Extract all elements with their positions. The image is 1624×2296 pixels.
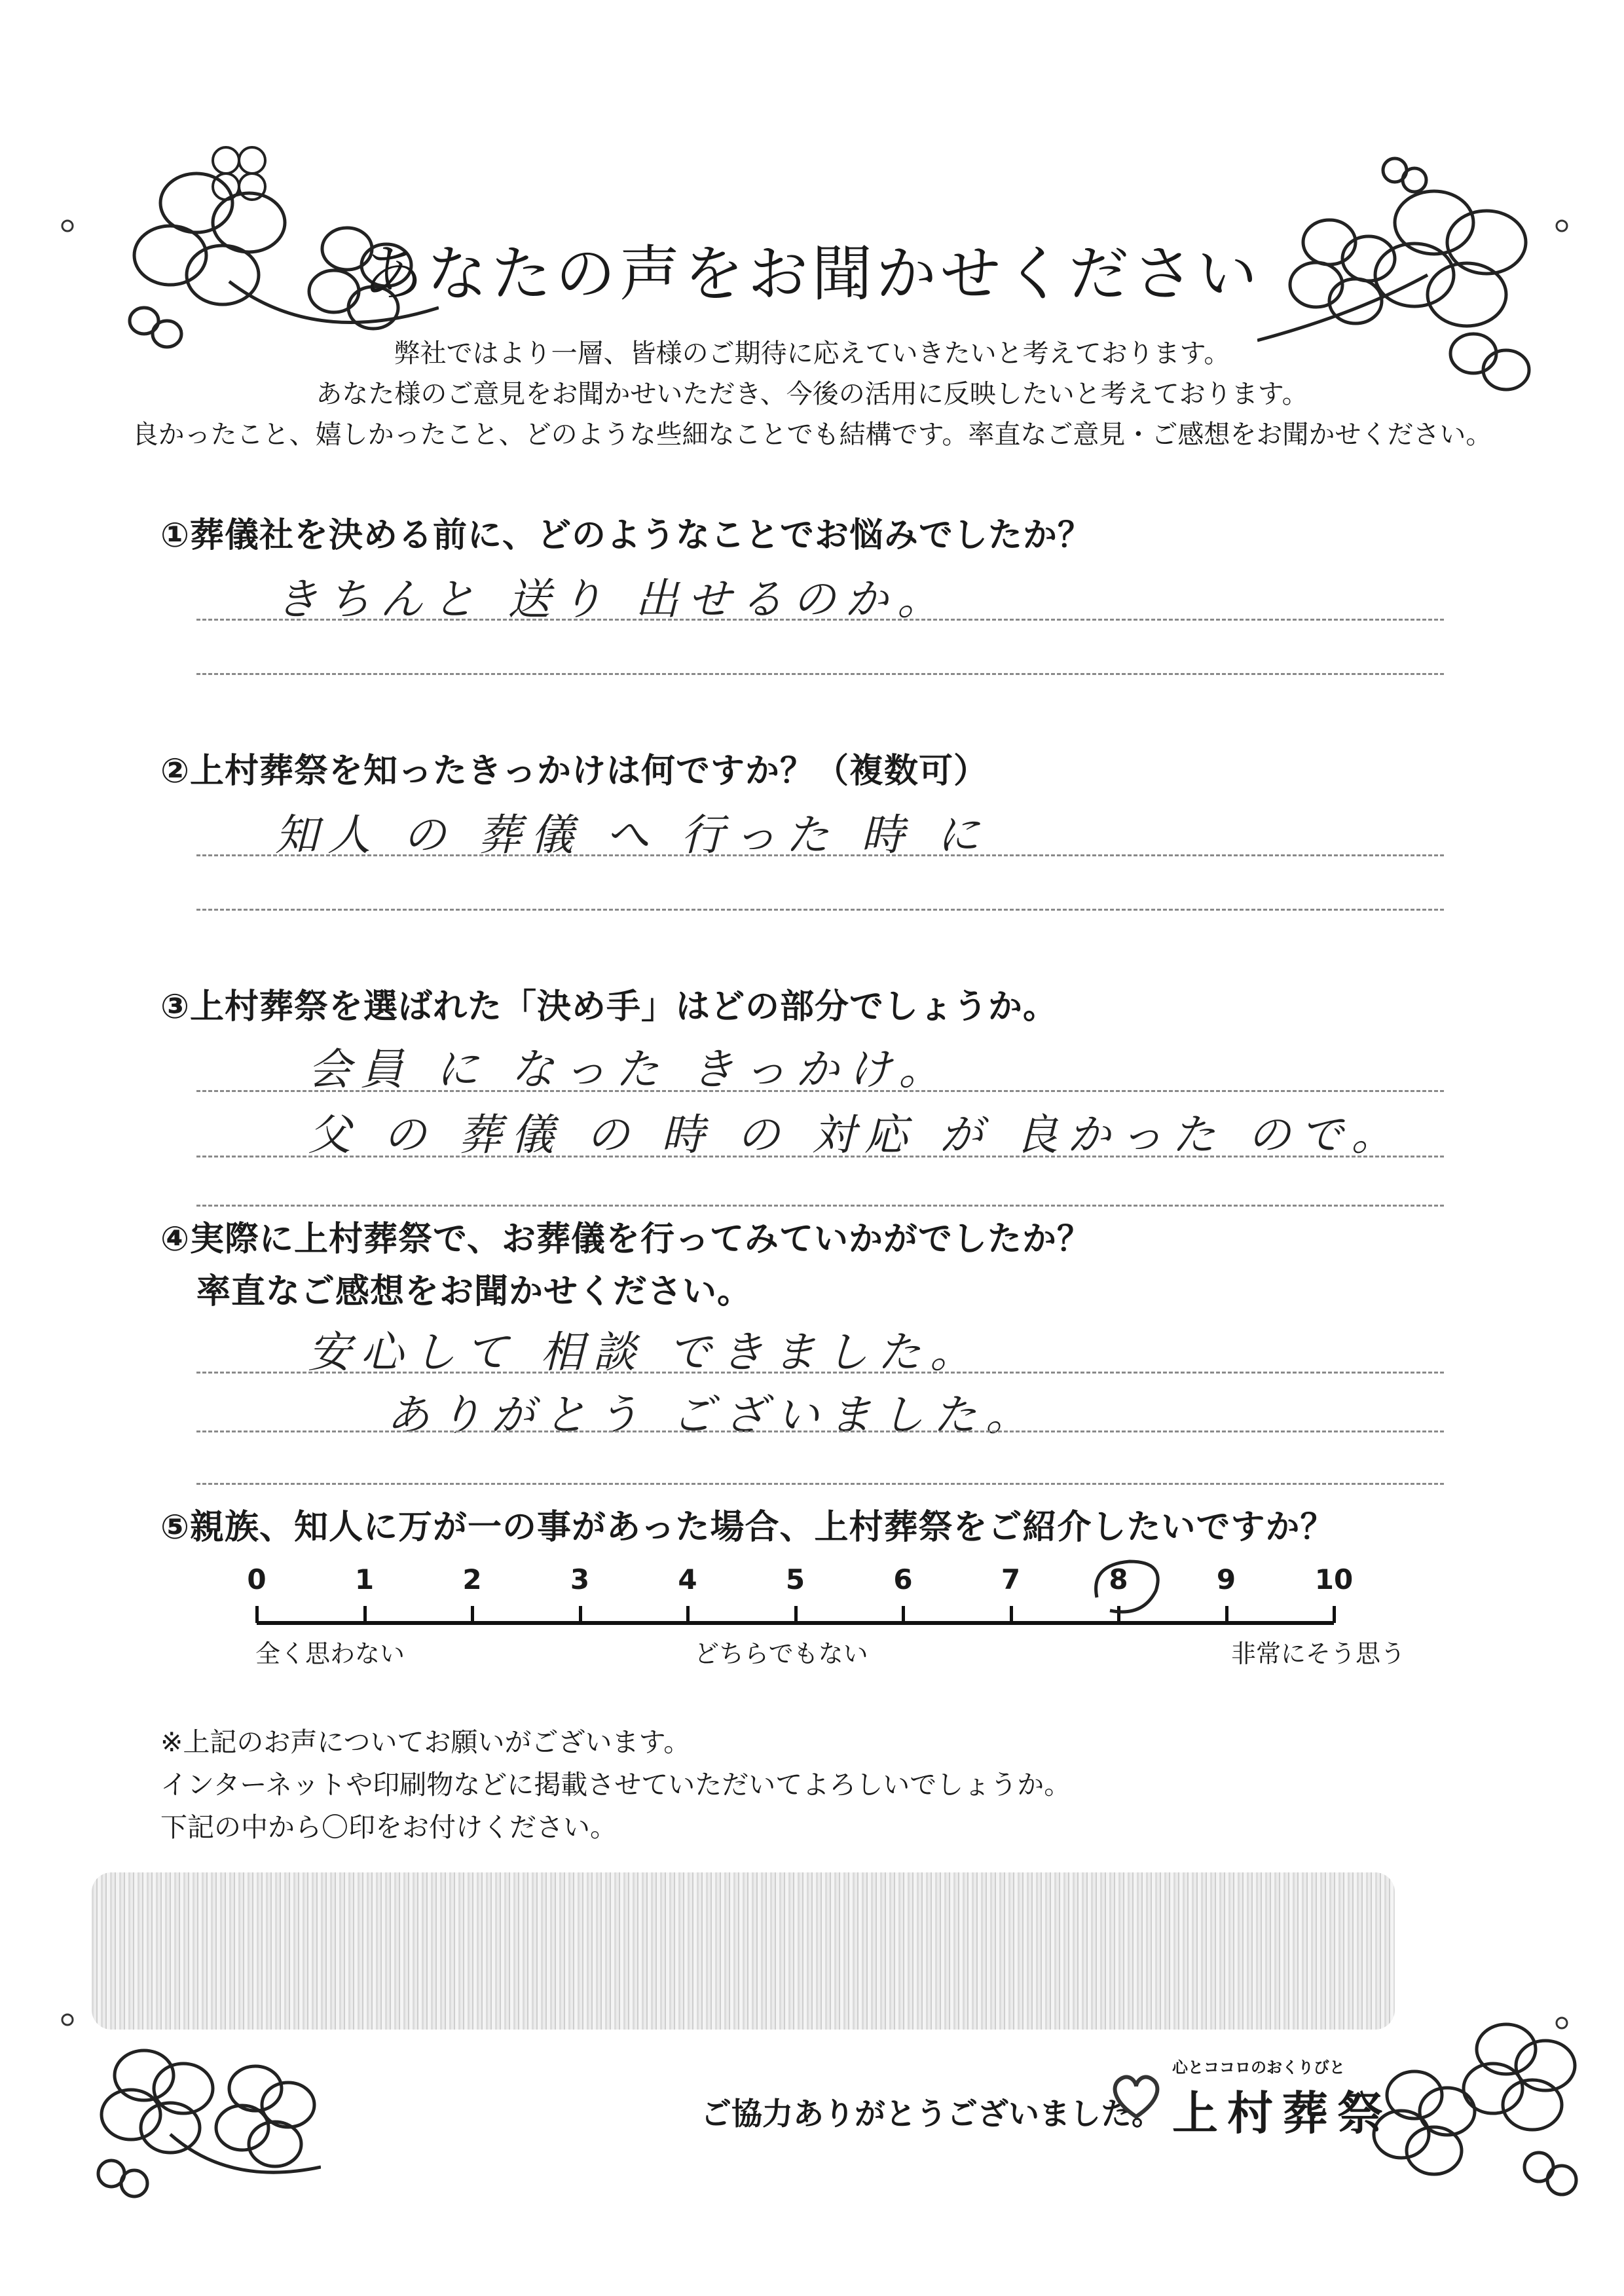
dot-ornament	[1552, 2013, 1572, 2033]
scale-tick-7	[1010, 1606, 1013, 1623]
question-4-label: ④実際に上村葬祭で、お葬儀を行ってみていかがでしたか？	[160, 1220, 1092, 1259]
clover-flower-icon	[85, 2016, 321, 2213]
heart-logo-icon	[1107, 2066, 1166, 2124]
answer-line	[196, 1430, 1444, 1432]
question-4-answer-2: ありがとう ございました。	[386, 1390, 1038, 1440]
intro-line-1: 弊社ではより一層、皆様のご期待に応えていきたいと考えております。	[394, 338, 1230, 369]
scale-number-7[interactable]: 7	[1001, 1563, 1021, 1595]
scale-tick-4	[686, 1606, 690, 1623]
note-line-1: ※上記のお声についてお願いがございます。	[160, 1726, 691, 1758]
scale-mid-label: どちらでもない	[694, 1639, 868, 1668]
intro-line-2: あなた様のご意見をお聞かせいただき、今後の活用に反映したいと考えております。	[316, 379, 1308, 409]
scale-number-4[interactable]: 4	[678, 1563, 697, 1595]
intro-line-3: 良かったこと、嬉しかったこと、どのような些細なことでも結構です。率直なご意見・ご感想をお聞かせください。	[132, 420, 1492, 450]
scale-number-5[interactable]: 5	[785, 1563, 805, 1595]
answer-line	[196, 1156, 1444, 1157]
answer-line	[196, 619, 1444, 621]
question-3-answer-1: 会員 に なった きっかけ。	[308, 1044, 951, 1095]
scale-number-10[interactable]: 10	[1314, 1563, 1354, 1595]
answer-line	[196, 673, 1444, 675]
scale-number-0[interactable]: 0	[247, 1563, 267, 1595]
note-line-2: インターネットや印刷物などに掲載させていただいてよろしいでしょうか。	[160, 1769, 1071, 1800]
scale-number-8[interactable]: 8	[1109, 1563, 1128, 1595]
scale-tick-3	[579, 1606, 582, 1623]
answer-line	[196, 909, 1444, 911]
answer-line	[196, 854, 1444, 856]
note-line-3: 下記の中から〇印をお付けください。	[160, 1812, 617, 1843]
question-2-label: ②上村葬祭を知ったきっかけは何ですか？（複数可）	[160, 752, 989, 791]
clover-flower-icon	[203, 141, 282, 206]
question-3-answer-2: 父 の 葬儀 の 時 の 対応 が 良かった ので。	[308, 1110, 1404, 1160]
question-4-answer-1: 安心して 相談 できました。	[308, 1327, 982, 1377]
brand-name: 上村葬祭	[1172, 2086, 1392, 2140]
scale-tick-5	[794, 1606, 798, 1623]
scale-number-3[interactable]: 3	[570, 1563, 590, 1595]
scale-number-6[interactable]: 6	[893, 1563, 913, 1595]
page-title: あなたの声をお聞かせください	[362, 239, 1261, 309]
question-1-label: ①葬儀社を決める前に、どのようなことでお悩みでしたか？	[160, 516, 1093, 555]
redacted-area	[92, 1872, 1395, 2030]
answer-line	[196, 1483, 1444, 1485]
scale-number-1[interactable]: 1	[354, 1563, 375, 1595]
answer-line	[196, 1372, 1444, 1374]
scale-tick-2	[471, 1606, 474, 1623]
question-4-label-2: 率直なご感想をお聞かせください。	[196, 1272, 752, 1311]
scale-low-label: 全く思わない	[255, 1639, 405, 1668]
scale-tick-9	[1225, 1606, 1228, 1623]
clover-flower-icon	[1362, 1990, 1585, 2200]
selected-rating-circle	[1077, 1552, 1169, 1624]
question-1-answer-1: きちんと 送り 出せるのか。	[275, 574, 950, 625]
scale-tick-0	[255, 1606, 259, 1623]
scale-tick-6	[902, 1606, 905, 1623]
footer-thanks: ご協力ありがとうございました。	[701, 2096, 1162, 2132]
question-3-label: ③上村葬祭を選ばれた「決め手」はどの部分でしょうか。	[160, 987, 1058, 1027]
scale-tick-1	[363, 1606, 367, 1623]
question-5-label: ⑤親族、知人に万が一の事があった場合、上村葬祭をご紹介したいですか？	[160, 1508, 1335, 1547]
answer-line	[196, 1205, 1444, 1207]
answer-line	[196, 1090, 1444, 1092]
scale-high-label: 非常にそう思う	[1231, 1639, 1406, 1668]
scale-number-2[interactable]: 2	[462, 1563, 482, 1595]
dot-ornament	[58, 2010, 77, 2030]
brand-tagline: 心とココロのおくりびと	[1172, 2058, 1345, 2077]
question-2-answer-1: 知人 の 葬儀 へ 行った 時 に	[275, 810, 989, 860]
scale-number-9[interactable]: 9	[1216, 1563, 1236, 1595]
scale-tick-10	[1333, 1606, 1336, 1623]
